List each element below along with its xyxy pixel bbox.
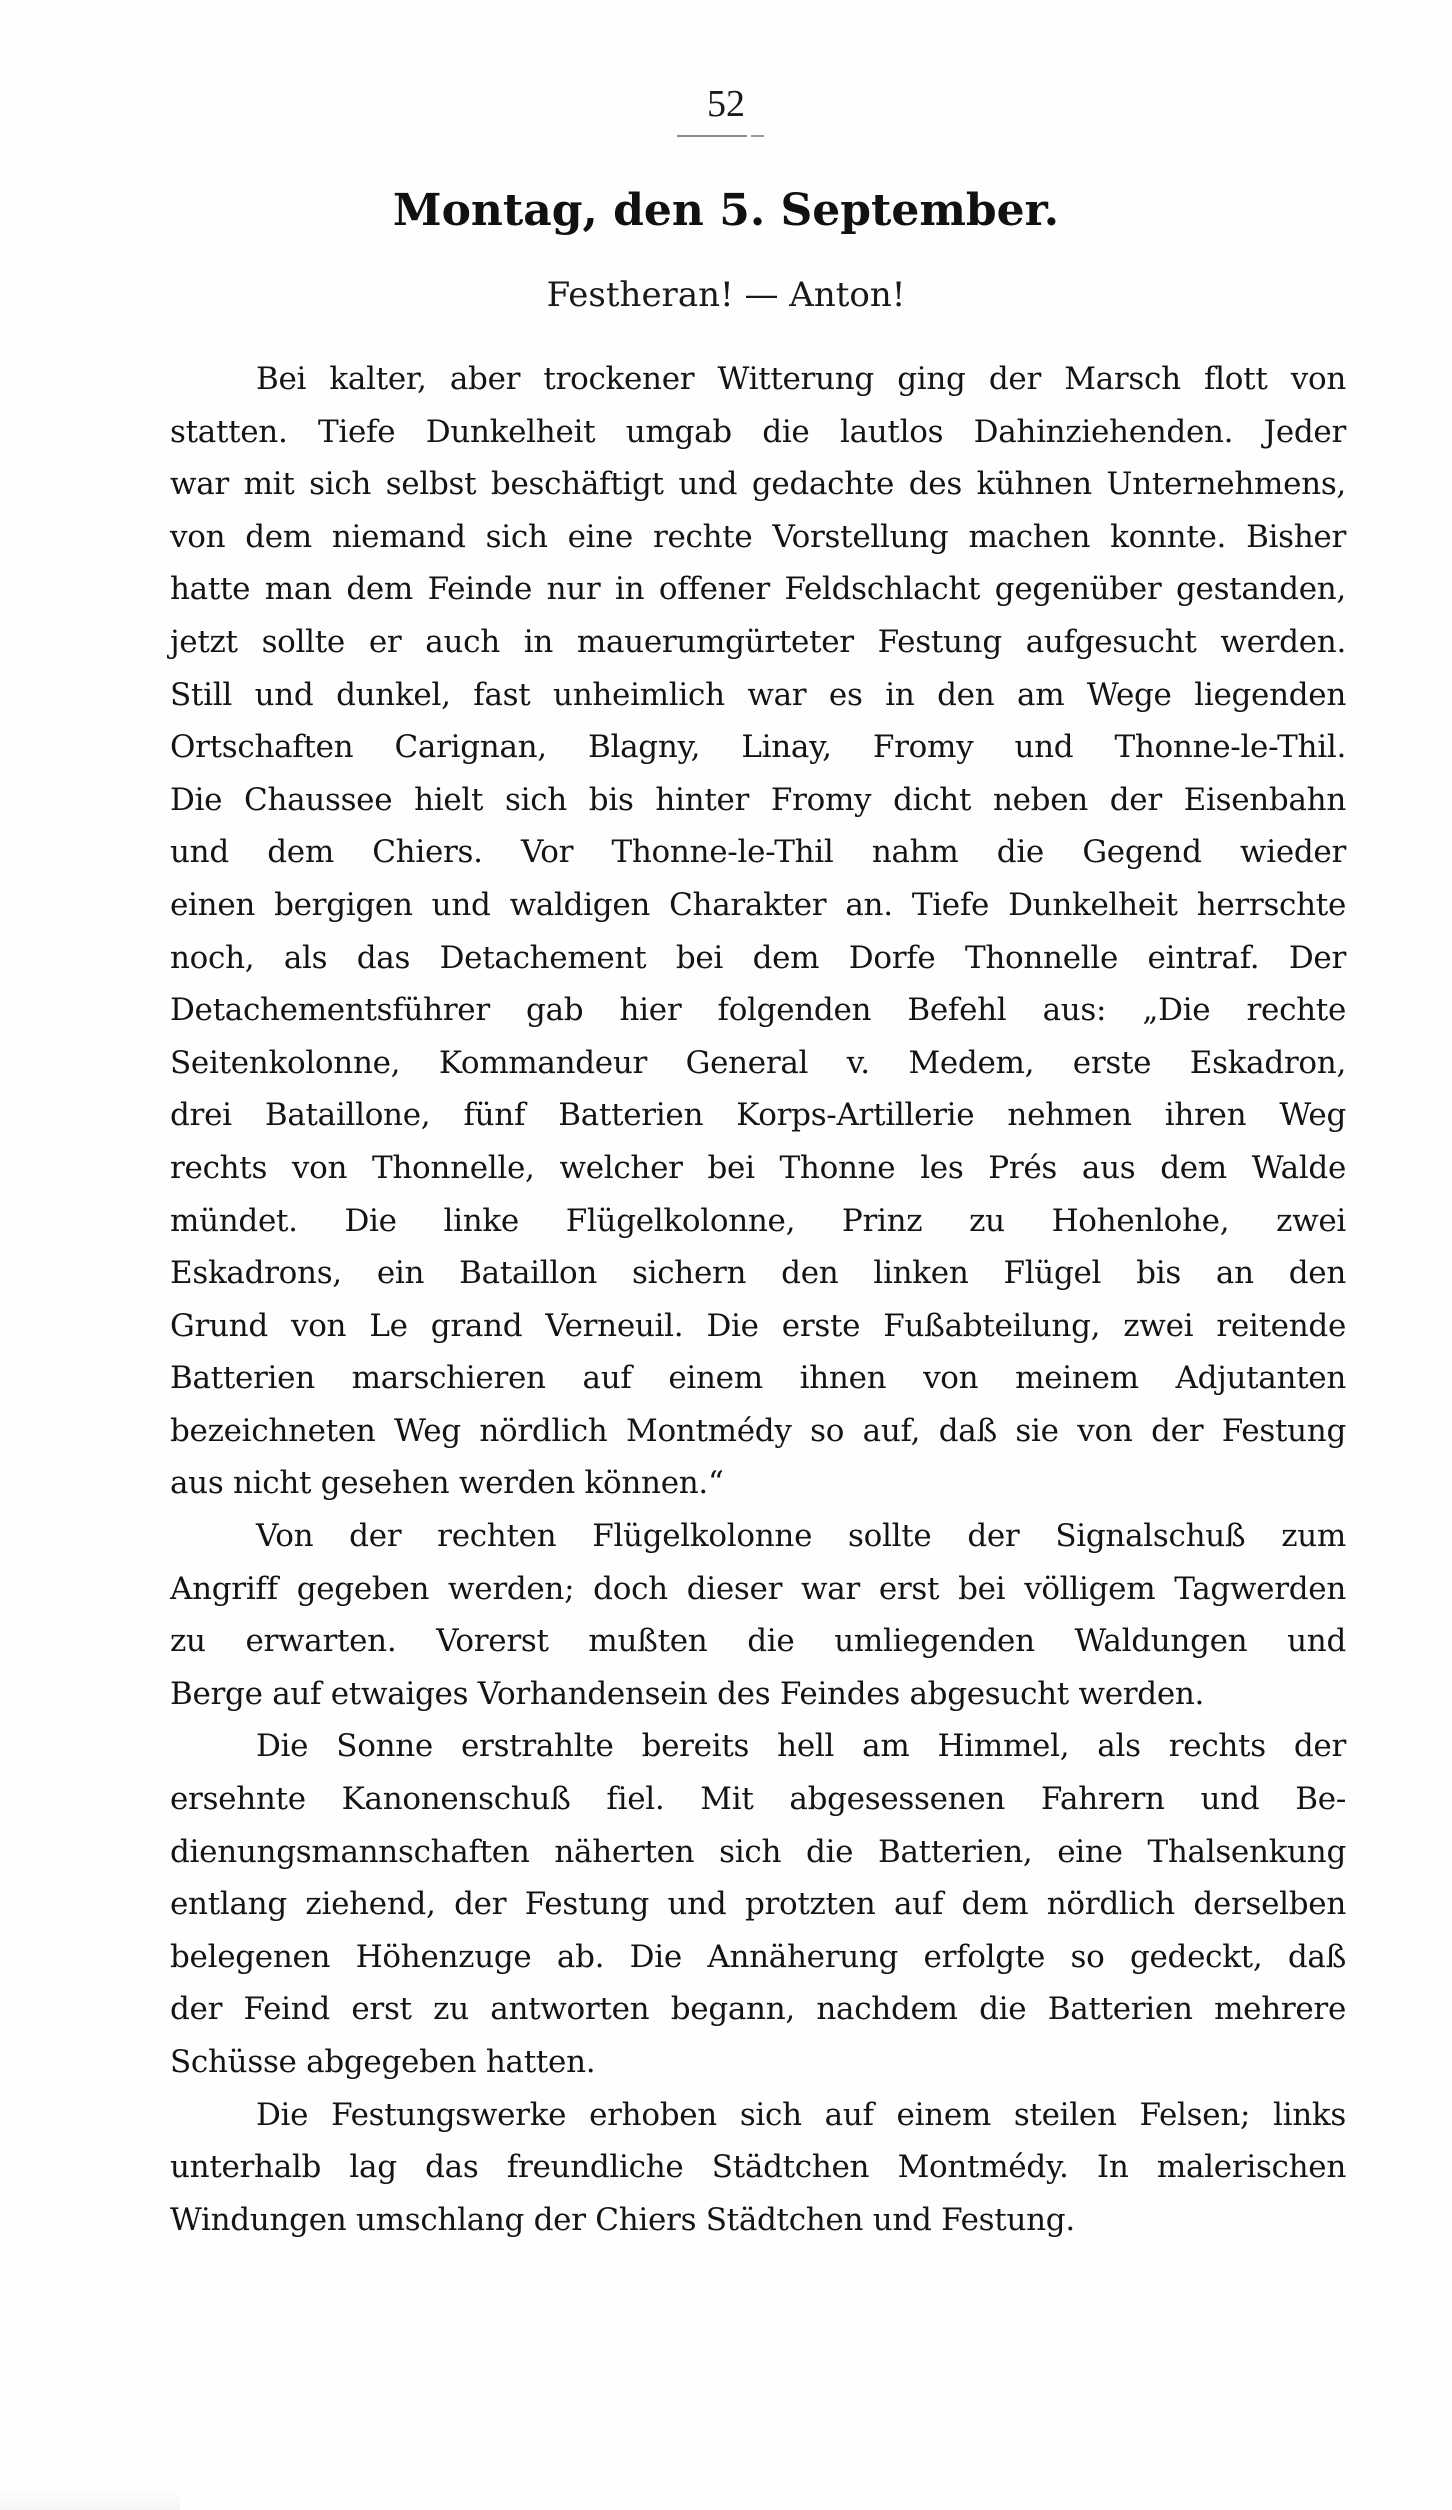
text-line: mündet. Die linke Flügelkolonne, Prinz zu Hohenlohe, zwei xyxy=(170,1202,1346,1239)
text-line: Seitenkolonne, Kommandeur General v. Medem, erste Eskadron, xyxy=(170,1044,1346,1081)
text-line: Batterien marschieren auf einem ihnen von meinem Adjutanten xyxy=(170,1360,1346,1397)
text-line: und dem Chiers. Vor Thonne-le-Thil nahm die Gegend wieder xyxy=(170,834,1346,871)
chapter-subtitle: Festheran! — Anton! xyxy=(546,275,906,315)
text-line: zu erwarten. Vorerst mußten die umliegenden Waldungen und xyxy=(170,1623,1346,1660)
text-line: Still und dunkel, fast unheimlich war es in den am Wege liegenden xyxy=(170,676,1346,713)
text-line: Von der rechten Flügelkolonne sollte der Signalschuß zum xyxy=(256,1518,1346,1555)
scan-edge-shadow xyxy=(0,2490,180,2510)
text-line: rechts von Thonnelle, welcher bei Thonne les Prés aus dem Walde xyxy=(170,1149,1346,1186)
text-line: noch, als das Detachement bei dem Dorfe Thonnelle eintraf. Der xyxy=(170,939,1346,976)
paragraph xyxy=(170,1720,1346,2088)
text-line: einen bergigen und waldigen Charakter an. Tiefe Dunkelheit herrschte xyxy=(170,886,1346,923)
text-line: der Feind erst zu antworten begann, nachdem die Batterien mehrere xyxy=(170,1991,1346,2028)
paragraph xyxy=(170,2089,1346,2247)
text-line: Windungen umschlang der Chiers Städtchen und Festung. xyxy=(170,2201,1075,2238)
page-number: 52 xyxy=(707,83,745,125)
text-line: statten. Tiefe Dunkelheit umgab die lautlos Dahinziehenden. Jeder xyxy=(170,413,1346,450)
text-line: Ortschaften Carignan, Blagny, Linay, Fromy und Thonne-le-Thil. xyxy=(170,729,1346,766)
text-line: Die Chaussee hielt sich bis hinter Fromy dicht neben der Eisenbahn xyxy=(170,781,1346,818)
text-line: Schüsse abgegeben hatten. xyxy=(170,2044,596,2080)
body-text xyxy=(170,353,1346,2246)
text-line: Grund von Le grand Verneuil. Die erste Fußabteilung, zwei reitende xyxy=(170,1307,1346,1344)
header-rule xyxy=(677,135,747,137)
text-line: Detachementsführer gab hier folgenden Befehl aus: „Die rechte xyxy=(170,992,1346,1029)
paragraph xyxy=(170,1510,1346,1720)
text-line: Bei kalter, aber trockener Witterung ging der Marsch flott von xyxy=(256,361,1346,397)
header-rule-end xyxy=(751,135,764,137)
text-line: aus nicht gesehen werden können.“ xyxy=(170,1465,724,1502)
text-line: entlang ziehend, der Festung und protzten auf dem nördlich derselben xyxy=(170,1886,1346,1923)
text-line: drei Bataillone, fünf Batterien Korps-Artillerie nehmen ihren Weg xyxy=(170,1097,1346,1134)
text-line: hatte man dem Feinde nur in offener Feldschlacht gegenüber gestanden, xyxy=(170,571,1346,608)
text-line: Berge auf etwaiges Vorhandensein des Feindes abgesucht werden. xyxy=(170,1675,1205,1712)
text-line: Eskadrons, ein Bataillon sichern den linken Flügel bis an den xyxy=(170,1255,1346,1292)
paragraph xyxy=(170,353,1346,1510)
text-line: bezeichneten Weg nördlich Montmédy so auf, daß sie von der Festung xyxy=(170,1412,1346,1449)
text-line: von dem niemand sich eine rechte Vorstellung machen konnte. Bisher xyxy=(170,518,1346,555)
text-line: unterhalb lag das freundliche Städtchen Montmédy. In malerischen xyxy=(170,2149,1346,2186)
text-line: war mit sich selbst beschäftigt und gedachte des kühnen Unternehmens, xyxy=(170,466,1346,503)
text-line: ersehnte Kanonenschuß fiel. Mit abgesessenen Fahrern und Be- xyxy=(170,1781,1346,1818)
text-line: belegenen Höhenzuge ab. Die Annäherung erfolgte so gedeckt, daß xyxy=(170,1938,1346,1975)
text-line: Angriff gegeben werden; doch dieser war erst bei völligem Tagwerden xyxy=(170,1570,1346,1607)
text-line: jetzt sollte er auch in mauerumgürteter Festung aufgesucht werden. xyxy=(170,623,1346,660)
text-line: Die Festungswerke erhoben sich auf einem steilen Felsen; links xyxy=(256,2096,1346,2133)
text-line: Die Sonne erstrahlte bereits hell am Himmel, als rechts der xyxy=(256,1728,1346,1765)
chapter-title: Montag, den 5. September. xyxy=(392,185,1060,236)
text-line: dienungsmannschaften näherten sich die Batterien, eine Thalsenkung xyxy=(170,1833,1346,1870)
